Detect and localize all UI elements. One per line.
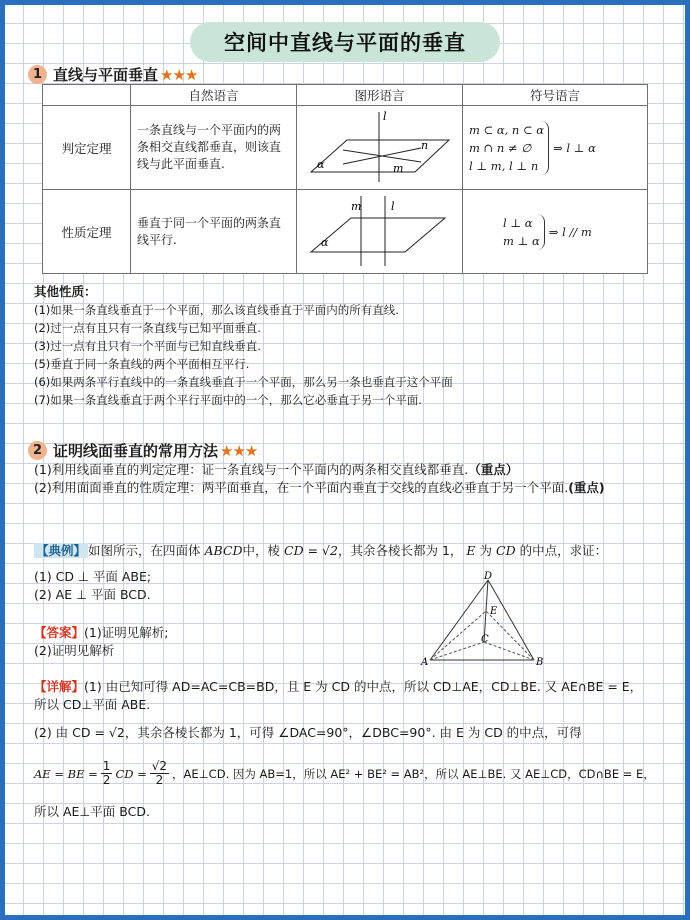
label-l-2: l <box>391 200 395 213</box>
edge-bc <box>484 642 534 660</box>
criterion-result: ⇒ l ⊥ α <box>553 140 596 155</box>
criterion-figure <box>297 106 463 186</box>
answer-line-1: (1)证明见解析; <box>84 625 169 640</box>
row-label-property: 性质定理 <box>43 190 131 274</box>
fraction-numerator: √2 <box>151 759 168 773</box>
method-item-2 <box>34 479 659 497</box>
other-properties <box>34 283 654 409</box>
example-math: CD <box>496 543 516 558</box>
row-label-criterion: 判定定理 <box>43 106 131 190</box>
example-subquestions <box>34 568 151 604</box>
line-n <box>343 148 421 164</box>
section1-number: 1 <box>28 65 47 84</box>
fraction-root2-half <box>150 760 169 787</box>
table-row-criterion <box>43 106 648 190</box>
answer-line-2: (2)证明见解析 <box>34 643 115 658</box>
label-alpha-2: α <box>321 236 329 249</box>
detail-math: CD = <box>115 766 147 781</box>
criterion-cond-1: m ⊂ α, n ⊂ α <box>469 122 545 137</box>
section1-heading <box>28 64 197 85</box>
property-symbol-conditions <box>503 214 545 250</box>
criterion-natural-text: 一条直线与一个平面内的两条相交直线都垂直，则该直线与此平面垂直. <box>131 106 297 190</box>
property-figure <box>297 190 463 270</box>
property-cond-2: m ⊥ α <box>503 233 540 248</box>
detail-block <box>34 678 664 714</box>
example-text: ABCD <box>204 543 243 558</box>
example-text: 如图所示，在四面体 <box>88 543 201 558</box>
detail-line-2: 所以 CD⊥平面 ABE. <box>34 697 151 712</box>
table-header-empty <box>43 85 131 106</box>
property-item: (6)如果两条平行直线中的一条直线垂直于一个平面，那么另一条也垂直于这个平面 <box>34 375 453 389</box>
method-item-1-text: (1)利用线面垂直的判定定理：证一条直线与一个平面内的两条相交直线都垂直. <box>34 462 469 477</box>
criterion-symbol-conditions <box>469 121 549 175</box>
edge-ac <box>430 642 484 660</box>
label-m: m <box>393 162 404 175</box>
fraction-denominator: 2 <box>102 773 111 787</box>
answer-block <box>34 624 168 660</box>
other-properties-title: 其他性质： <box>34 284 97 299</box>
example-text: 中，棱 <box>242 543 281 558</box>
example-text: 为 <box>479 543 493 558</box>
label-alpha: α <box>317 158 325 171</box>
criterion-cond-3: l ⊥ m, l ⊥ n <box>469 158 539 173</box>
detail-tag: 【详解】 <box>34 679 85 694</box>
fraction-numerator: 1 <box>102 759 111 773</box>
subquestion-1: (1) CD ⊥ 平面 ABE; <box>34 569 152 584</box>
property-item: (7)如果一条直线垂直于两个平行平面中的一个，那么它必垂直于另一个平面. <box>34 393 422 407</box>
label-l: l <box>383 110 387 123</box>
property-item: (5)垂直于同一条直线的两个平面相互平行. <box>34 357 250 371</box>
page-title: 空间中直线与平面的垂直 <box>190 22 500 62</box>
detail-line-3: (2) 由 CD = √2，其余各棱长都为 1，可得 ∠DAC=90°，∠DBC=90°. 由 E 为 CD 的中点，可得 <box>34 725 582 740</box>
method-item-2-key: (重点) <box>568 480 605 495</box>
tetrahedron-figure <box>418 570 558 670</box>
vertex-c-label: C <box>481 634 489 645</box>
segment-ae <box>430 611 486 660</box>
detail-text: ，AE⊥CD. 因为 AB=1，所以 AE² + BE² = AB²，所以 AE⊥BE. 又 AE⊥CD，CD∩BE = E， <box>172 766 655 781</box>
table-header-symbol: 符号语言 <box>463 85 648 106</box>
property-item: (2)过一点有且只有一条直线与已知平面垂直. <box>34 321 261 335</box>
point-e-label: E <box>490 606 498 617</box>
section2-stars: ★★★ <box>220 441 258 460</box>
section1-stars: ★★★ <box>160 65 198 84</box>
detail-line-5: 所以 AE⊥平面 BCD. <box>34 804 150 819</box>
vertex-b-label: B <box>536 657 544 668</box>
section1-title: 直线与平面垂直 <box>53 66 159 84</box>
detail-line-4 <box>34 760 669 787</box>
detail-line-1: (1) 由已知可得 AD=AC=CB=BD，且 E 为 CD 的中点，所以 CD⊥AE，CD⊥BE. 又 AE∩BE = E， <box>84 679 643 694</box>
theorem-table <box>42 84 648 274</box>
example-math: E <box>466 543 476 558</box>
method-item-2-text: (2)利用面面垂直的性质定理：两平面垂直，在一个平面内垂直于交线的直线必垂直于另一个平面. <box>34 480 569 495</box>
example-question <box>34 542 664 560</box>
example-text: 的中点，求证： <box>519 543 608 558</box>
property-result: ⇒ l // m <box>548 224 592 239</box>
property-symbol-cell <box>463 190 648 274</box>
method-item-1 <box>34 461 659 479</box>
section2-body <box>34 461 659 497</box>
criterion-figure-cell <box>297 106 463 190</box>
section2-title: 证明线面垂直的常用方法 <box>53 442 219 460</box>
subquestion-2: (2) AE ⊥ 平面 BCD. <box>34 587 151 602</box>
property-natural-text: 垂直于同一个平面的两条直线平行. <box>131 190 297 274</box>
detail-math: AE = BE = <box>34 766 98 781</box>
table-header-natural: 自然语言 <box>131 85 297 106</box>
answer-tag: 【答案】 <box>34 625 85 640</box>
table-header-row <box>43 85 648 106</box>
example-math: CD = √2 <box>284 543 338 558</box>
section2-number: 2 <box>28 441 47 460</box>
property-figure-cell <box>297 190 463 274</box>
vertex-d-label: D <box>484 571 493 582</box>
table-row-property <box>43 190 648 274</box>
label-n: n <box>421 139 429 152</box>
edge-da <box>430 580 488 660</box>
example-text: ，其余各棱长都为 1， <box>337 543 463 558</box>
section2-heading <box>28 440 257 461</box>
plane-alpha-2 <box>311 218 445 252</box>
criterion-symbol-cell <box>463 106 648 190</box>
label-m-2: m <box>351 200 362 213</box>
method-item-1-key: （重点） <box>468 462 519 477</box>
vertex-a-label: A <box>421 657 429 668</box>
property-item: (3)过一点有且只有一个平面与已知直线垂直. <box>34 339 261 353</box>
property-item: (1)如果一条直线垂直于一个平面，那么该直线垂直于平面内的所有直线. <box>34 303 399 317</box>
example-tag: 【典例】 <box>36 543 87 558</box>
criterion-cond-2: m ∩ n ≠ ∅ <box>469 140 532 155</box>
fraction-half <box>101 760 113 787</box>
table-header-figure: 图形语言 <box>297 85 463 106</box>
property-cond-1: l ⊥ α <box>503 215 533 230</box>
fraction-denominator: 2 <box>155 773 164 787</box>
